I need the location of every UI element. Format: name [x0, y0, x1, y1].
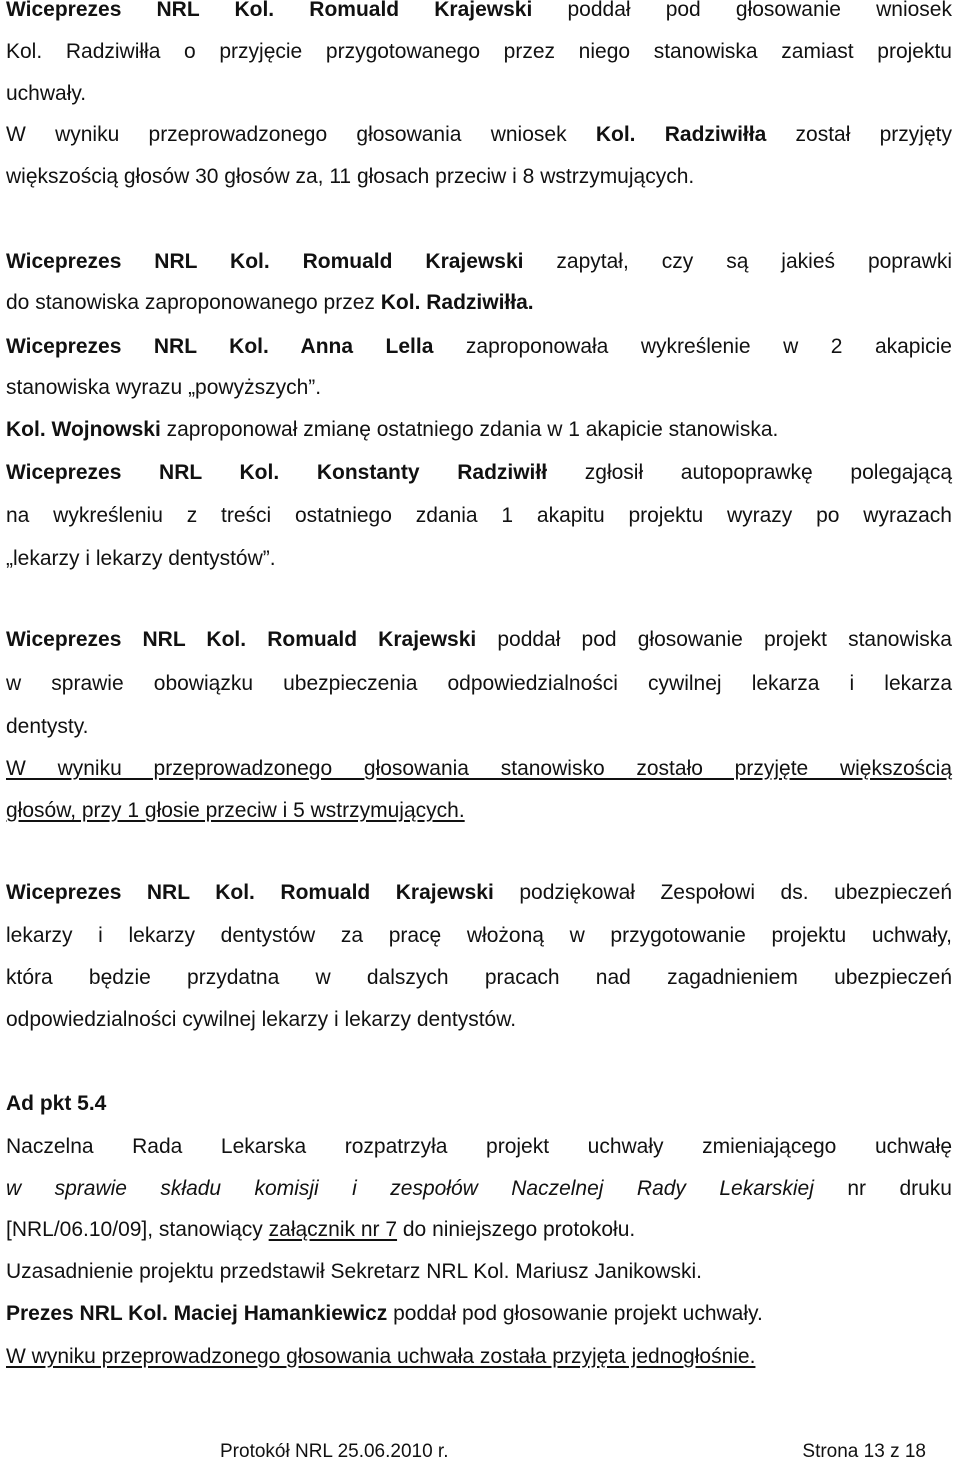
speaker-name: Wiceprezes NRL Kol. Romuald Krajewski — [6, 0, 533, 21]
p1-line-5: większością głosów 30 głosów za, 11 głosach przeciw i 8 wstrzymujących. — [6, 165, 695, 188]
text-span: zgłosił autopoprawkę polegającą — [547, 461, 953, 484]
p6-line-3: dentysty. — [6, 715, 89, 738]
p2-line-1 — [6, 248, 952, 276]
speaker-name: Wiceprezes NRL Kol. Romuald Krajewski — [6, 628, 477, 651]
footer-protocol: Protokół NRL 25.06.2010 r. — [220, 1441, 449, 1462]
section-heading-text: Ad pkt 5.4 — [6, 1092, 107, 1115]
p7-line-2: lekarzy i lekarzy dentystów za pracę włożoną w przygotowanie projektu uchwały, — [6, 924, 952, 947]
p6-line-1 — [6, 626, 952, 654]
speaker-name: Prezes NRL Kol. Maciej Hamankiewicz — [6, 1302, 388, 1325]
p6-line-4: W wyniku przeprowadzonego głosowania stanowisko zostało przyjęte większością — [6, 757, 952, 780]
p6-line-2: w sprawie obowiązku ubezpieczenia odpowiedzialności cywilnej lekarza i lekarza — [6, 672, 952, 695]
p7-line-1 — [6, 879, 952, 907]
text-span: poddał pod głosowanie projekt uchwały. — [387, 1302, 763, 1325]
p7-line-3: która będzie przydatna w dalszych pracach nad zagadnieniem ubezpieczeń — [6, 966, 952, 989]
p2-line-2 — [6, 289, 952, 317]
speaker-name: Wiceprezes NRL Kol. Romuald Krajewski — [6, 250, 524, 273]
p1-line-1 — [6, 0, 952, 24]
ad-line-2 — [6, 1175, 952, 1203]
p6-line-5: głosów, przy 1 głosie przeciw i 5 wstrzymujących. — [6, 799, 465, 822]
text-span: zapytał, czy są jakieś poprawki — [523, 250, 952, 273]
p1-line-4 — [6, 121, 952, 149]
p4-line-1 — [6, 416, 952, 444]
p7-line-4: odpowiedzialności cywilnej lekarzy i lekarzy dentystów. — [6, 1008, 517, 1031]
ad-line-4: Uzasadnienie projektu przedstawił Sekretarz NRL Kol. Mariusz Janikowski. — [6, 1260, 703, 1283]
page-word: Strona — [802, 1441, 864, 1462]
ad-line-3 — [6, 1216, 952, 1244]
speaker-name: Wiceprezes NRL Kol. Romuald Krajewski — [6, 881, 494, 904]
ad-line-6: W wyniku przeprowadzonego głosowania uchwała została przyjęta jednogłośnie. — [6, 1345, 756, 1368]
text-span: został przyjęty — [766, 123, 952, 146]
attachment-link[interactable]: załącznik nr 7 — [268, 1218, 398, 1241]
page-of-word: z — [884, 1441, 905, 1462]
ad-line-1: Naczelna Rada Lekarska rozpatrzyła projekt uchwały zmieniającego uchwałę — [6, 1135, 952, 1158]
p3-line-1 — [6, 333, 952, 361]
speaker-name: Wiceprezes NRL Kol. Anna Lella — [6, 335, 434, 358]
text-span: podziękował Zespołowi ds. ubezpieczeń — [493, 881, 952, 904]
text-span: W wyniku przeprowadzonego głosowania wniosek — [6, 123, 596, 146]
p5-line-1 — [6, 459, 952, 487]
p5-line-3: „lekarzy i lekarzy dentystów”. — [6, 547, 276, 570]
text-span: zaproponował zmianę ostatniego zdania w 1 akapicie stanowiska. — [160, 418, 779, 441]
speaker-name: Kol. Radziwiłła — [595, 123, 767, 146]
page-footer — [0, 1439, 960, 1465]
text-span: poddał pod głosowanie projekt stanowiska — [476, 628, 952, 651]
p1-line-3: uchwały. — [6, 82, 87, 105]
text-span: zaproponowała wykreślenie w 2 akapicie — [433, 335, 952, 358]
ad-line-5 — [6, 1300, 952, 1328]
page-current: 13 — [863, 1441, 885, 1462]
speaker-name: Kol. Radziwiłła. — [380, 291, 534, 314]
p3-line-2: stanowiska wyrazu „powyższych”. — [6, 376, 322, 399]
footer-page-number — [802, 1439, 926, 1465]
text-span: nr druku — [813, 1177, 952, 1200]
section-heading — [6, 1090, 952, 1118]
text-span: do stanowiska zaproponowanego przez — [6, 291, 381, 314]
page-total: 18 — [904, 1441, 926, 1462]
p1-line-2: Kol. Radziwiłła o przyjęcie przygotowanego przez niego stanowiska zamiast projektu — [6, 40, 952, 63]
text-span: poddał pod głosowanie wniosek — [532, 0, 952, 21]
resolution-title: w sprawie składu komisji i zespołów Naczelnej Rady Lekarskiej — [6, 1177, 814, 1200]
p5-line-2: na wykreśleniu z treści ostatniego zdania 1 akapitu projektu wyrazy po wyrazach — [6, 504, 952, 527]
text-span: do niniejszego protokołu. — [397, 1218, 636, 1241]
speaker-name: Kol. Wojnowski — [6, 418, 161, 441]
speaker-name: Wiceprezes NRL Kol. Konstanty Radziwiłł — [6, 461, 548, 484]
text-span: [NRL/06.10/09], stanowiący — [6, 1218, 269, 1241]
